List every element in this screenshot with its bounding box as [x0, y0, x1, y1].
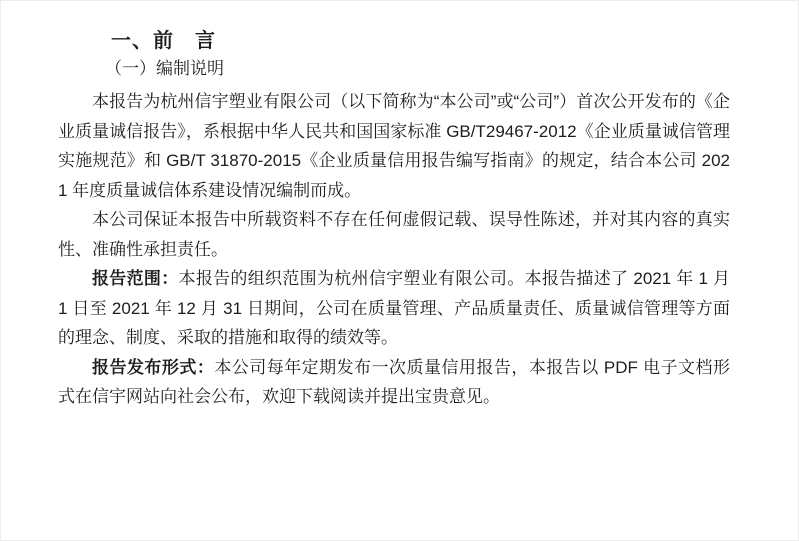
paragraph-lead: 报告范围： [92, 269, 179, 288]
paragraph-report-scope [58, 264, 730, 353]
document-body [58, 87, 730, 412]
paragraph-text: 本报告的组织范围为杭州信宇塑业有限公司。本报告描述了 2021 年 1 月 1 日至 2021 年 12 月 31 日期间，公司在质量管理、产品质量责任、质量诚信管理等方面的理念、制度、采取的措施和取得的绩效等。 [58, 269, 731, 347]
paragraph-release-form [58, 353, 730, 412]
paragraph-lead: 报告发布形式： [92, 357, 215, 377]
paragraph-truthfulness-statement [58, 205, 730, 264]
paragraph-text: 本报告为杭州信宇塑业有限公司（以下简称为“本公司”或“公司”）首次公开发布的《企业质量诚信报告》，系根据中华人民共和国国家标准 GB/T29467-2012《企业质量诚信管理实施规范》和 GB/T 31870-2015《企业质量信用报告编写指南》的规定，结合本公司 2021 年度质量诚信体系建设情况编制而成。 [58, 92, 730, 200]
paragraph-text: 本公司保证本报告中所载资料不存在任何虚假记载、误导性陈述，并对其内容的真实性、准确性承担责任。 [58, 210, 730, 259]
section-title: 一、前 言 [111, 30, 216, 52]
paragraph-text: 本公司每年定期发布一次质量信用报告，本报告以 PDF 电子文档形式在信宇网站向社会公布，欢迎下载阅读并提出宝贵意见。 [58, 357, 730, 406]
paragraph-compilation-basis [58, 87, 730, 205]
subsection-title: （一）编制说明 [105, 59, 224, 78]
